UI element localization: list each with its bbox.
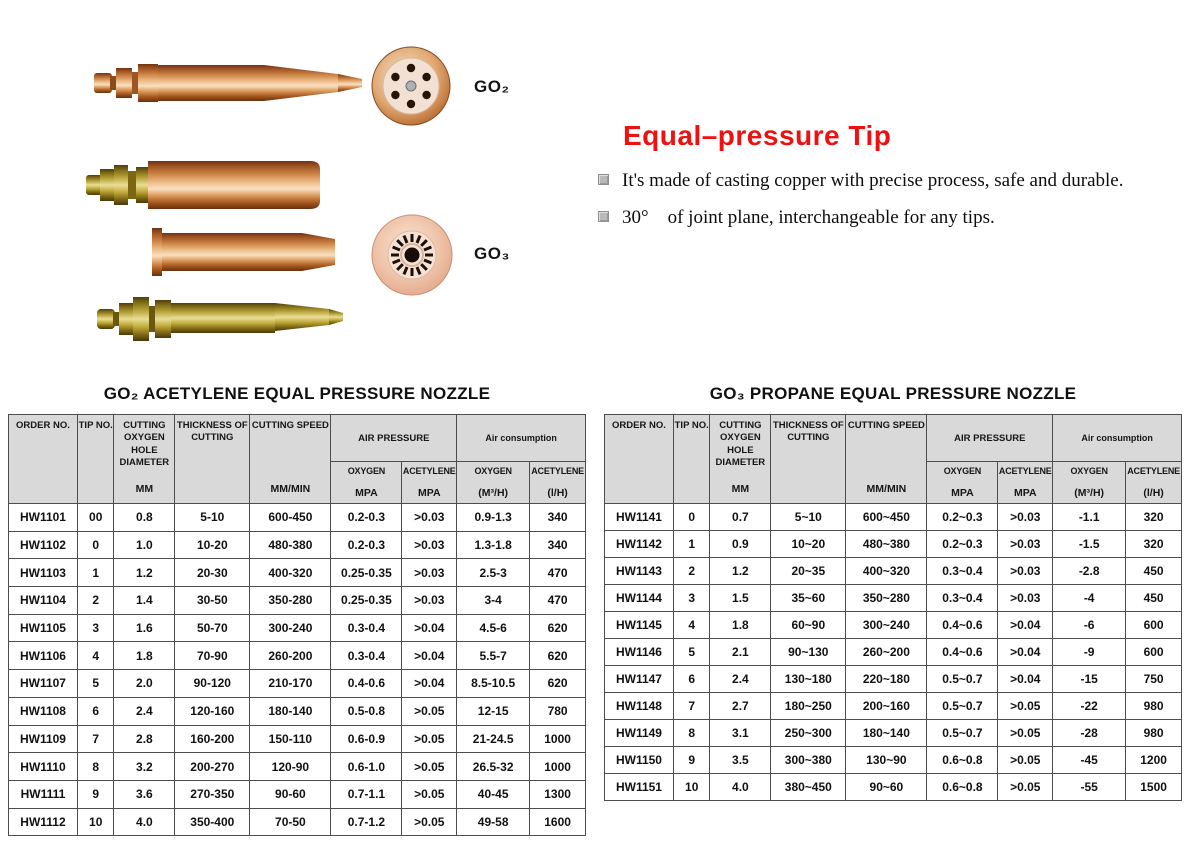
- table-cell: 480-380: [250, 531, 331, 559]
- table-cell: -6: [1053, 612, 1126, 639]
- table-cell: 180~250: [771, 693, 846, 720]
- table-cell: 3: [673, 585, 710, 612]
- table-cell: 1: [673, 531, 710, 558]
- table-cell: HW1149: [605, 720, 674, 747]
- table-row: [605, 531, 1182, 558]
- table-cell: HW1106: [9, 642, 78, 670]
- table-cell: 5.5-7: [457, 642, 530, 670]
- table-cell: 4.5-6: [457, 614, 530, 642]
- table-row: [605, 774, 1182, 801]
- table-cell: -4: [1053, 585, 1126, 612]
- table-cell: HW1107: [9, 670, 78, 698]
- table-cell: >0.05: [402, 697, 457, 725]
- table-cell: HW1102: [9, 531, 78, 559]
- col-tip-no: TIP NO.: [77, 415, 114, 504]
- table-cell: HW1151: [605, 774, 674, 801]
- table-cell: 600~450: [846, 504, 927, 531]
- table-cell: 1500: [1126, 774, 1182, 801]
- table-cell: HW1108: [9, 697, 78, 725]
- go3-face-image: [371, 214, 453, 296]
- table-cell: 320: [1126, 504, 1182, 531]
- table-cell: 180-140: [250, 697, 331, 725]
- table-cell: 2: [673, 558, 710, 585]
- table-cell: 250~300: [771, 720, 846, 747]
- table-cell: >0.05: [998, 693, 1053, 720]
- table-cell: 1600: [530, 808, 586, 836]
- table-cell: 0.2-0.3: [331, 504, 402, 532]
- table-cell: 4: [77, 642, 114, 670]
- table-cell: >0.04: [998, 612, 1053, 639]
- table-cell: 0.5-0.8: [331, 697, 402, 725]
- table-cell: >0.03: [402, 504, 457, 532]
- col-order-no: ORDER NO.: [9, 415, 78, 504]
- go2-face-image: [371, 45, 451, 127]
- table-row: [605, 504, 1182, 531]
- table-cell: 35~60: [771, 585, 846, 612]
- table-cell: 26.5-32: [457, 753, 530, 781]
- table-cell: 0.6~0.8: [927, 747, 998, 774]
- table-cell: 4.0: [710, 774, 771, 801]
- table-cell: 0: [77, 531, 114, 559]
- table-cell: HW1146: [605, 639, 674, 666]
- table-cell: 4: [673, 612, 710, 639]
- table-cell: 620: [530, 642, 586, 670]
- table-cell: 60~90: [771, 612, 846, 639]
- table-cell: 49-58: [457, 808, 530, 836]
- table-cell: -15: [1053, 666, 1126, 693]
- table-cell: HW1103: [9, 559, 78, 587]
- col-air-pressure: AIR PRESSURE: [927, 415, 1053, 462]
- table-cell: 30-50: [175, 587, 250, 615]
- col-air-consumption: Air consumption: [1053, 415, 1182, 462]
- table-row: [605, 720, 1182, 747]
- table-cell: 0.6-0.9: [331, 725, 402, 753]
- table-cell: HW1142: [605, 531, 674, 558]
- table-cell: 0.25-0.35: [331, 587, 402, 615]
- table-cell: 3.5: [710, 747, 771, 774]
- table-cell: 2.0: [114, 670, 175, 698]
- table-cell: 2: [77, 587, 114, 615]
- table-row: [9, 753, 586, 781]
- table-row: [9, 614, 586, 642]
- table-cell: -1.1: [1053, 504, 1126, 531]
- table-cell: >0.04: [998, 639, 1053, 666]
- col-ap-oxygen: OXYGEN MPA: [331, 462, 402, 504]
- table-row: [9, 808, 586, 836]
- table-cell: 50-70: [175, 614, 250, 642]
- table-cell: 340: [530, 531, 586, 559]
- col-ac-oxygen: OXYGEN (M³/H): [1053, 462, 1126, 504]
- table-cell: >0.05: [402, 725, 457, 753]
- go3-table-title: GO₃ PROPANE EQUAL PRESSURE NOZZLE: [709, 384, 1077, 403]
- table-cell: 2.5-3: [457, 559, 530, 587]
- go2-spec-table: [8, 414, 586, 836]
- table-cell: 0.5~0.7: [927, 666, 998, 693]
- table-cell: HW1148: [605, 693, 674, 720]
- table-cell: -55: [1053, 774, 1126, 801]
- table-cell: 0.9: [710, 531, 771, 558]
- col-order-no: ORDER NO.: [605, 415, 674, 504]
- table-cell: 450: [1126, 585, 1182, 612]
- go3-spec-table-block: [604, 382, 1182, 801]
- table-cell: 6: [77, 697, 114, 725]
- table-cell: 10-20: [175, 531, 250, 559]
- table-cell: 1.8: [710, 612, 771, 639]
- table-row: [9, 642, 586, 670]
- table-cell: 260-200: [250, 642, 331, 670]
- table-cell: HW1144: [605, 585, 674, 612]
- table-cell: >0.03: [402, 531, 457, 559]
- table-cell: 150-110: [250, 725, 331, 753]
- table-cell: 0.5~0.7: [927, 720, 998, 747]
- table-row: [9, 504, 586, 532]
- table-cell: 210-170: [250, 670, 331, 698]
- table-cell: 620: [530, 614, 586, 642]
- table-cell: HW1109: [9, 725, 78, 753]
- go3-table-body: [605, 504, 1182, 801]
- table-cell: 0.5~0.7: [927, 693, 998, 720]
- table-cell: 350-280: [250, 587, 331, 615]
- table-cell: 980: [1126, 693, 1182, 720]
- square-bullet-icon: [598, 174, 609, 185]
- table-cell: 6: [673, 666, 710, 693]
- table-cell: 0.3~0.4: [927, 558, 998, 585]
- copper-sleeve-image: [152, 226, 335, 278]
- go2-label: GO₂: [474, 77, 510, 96]
- feature-text: It's made of casting copper with precise process, safe and durable.: [622, 170, 1124, 191]
- table-cell: >0.05: [998, 720, 1053, 747]
- table-cell: 1000: [530, 725, 586, 753]
- table-cell: 400-320: [250, 559, 331, 587]
- table-cell: 3.1: [710, 720, 771, 747]
- table-cell: HW1147: [605, 666, 674, 693]
- table-cell: 300-240: [250, 614, 331, 642]
- feature-bullet: [598, 205, 1188, 231]
- table-row: [9, 780, 586, 808]
- table-cell: 0.7: [710, 504, 771, 531]
- table-cell: >0.05: [402, 753, 457, 781]
- col-ac-acetylene: ACETYLENE (l/H): [1126, 462, 1182, 504]
- table-cell: 1200: [1126, 747, 1182, 774]
- table-cell: 270-350: [175, 780, 250, 808]
- table-cell: 470: [530, 559, 586, 587]
- table-header: [605, 415, 1182, 504]
- table-cell: 70-90: [175, 642, 250, 670]
- table-row: [9, 587, 586, 615]
- product-blurb: [598, 120, 1188, 241]
- table-cell: 0.3-0.4: [331, 642, 402, 670]
- table-cell: >0.04: [402, 642, 457, 670]
- table-cell: 0.6-1.0: [331, 753, 402, 781]
- go3-tip-side-image: [97, 288, 345, 346]
- table-cell: HW1150: [605, 747, 674, 774]
- table-cell: 120-90: [250, 753, 331, 781]
- table-cell: HW1145: [605, 612, 674, 639]
- table-cell: 1.2: [114, 559, 175, 587]
- table-cell: HW1105: [9, 614, 78, 642]
- table-cell: 200~160: [846, 693, 927, 720]
- table-cell: 0.7-1.1: [331, 780, 402, 808]
- table-cell: 300~240: [846, 612, 927, 639]
- table-cell: -45: [1053, 747, 1126, 774]
- table-cell: >0.03: [998, 585, 1053, 612]
- table-cell: >0.03: [998, 504, 1053, 531]
- table-cell: 780: [530, 697, 586, 725]
- table-cell: 0.2~0.3: [927, 531, 998, 558]
- table-cell: 40-45: [457, 780, 530, 808]
- table-cell: 450: [1126, 558, 1182, 585]
- col-ap-oxygen: OXYGEN MPA: [927, 462, 998, 504]
- table-cell: 380~450: [771, 774, 846, 801]
- table-cell: 260~200: [846, 639, 927, 666]
- table-cell: 0.6~0.8: [927, 774, 998, 801]
- table-cell: 3.2: [114, 753, 175, 781]
- table-row: [9, 559, 586, 587]
- table-cell: 0.3-0.4: [331, 614, 402, 642]
- table-cell: 1.5: [710, 585, 771, 612]
- table-cell: 0.4~0.6: [927, 612, 998, 639]
- table-cell: 20-30: [175, 559, 250, 587]
- table-cell: 1.3-1.8: [457, 531, 530, 559]
- table-cell: 90-120: [175, 670, 250, 698]
- table-cell: 4.0: [114, 808, 175, 836]
- table-cell: -22: [1053, 693, 1126, 720]
- table-cell: 90~60: [846, 774, 927, 801]
- table-row: [9, 670, 586, 698]
- table-row: [605, 639, 1182, 666]
- table-row: [9, 531, 586, 559]
- col-ap-acetylene: ACETYLENE MPA: [402, 462, 457, 504]
- table-cell: 90-60: [250, 780, 331, 808]
- table-row: [9, 725, 586, 753]
- table-cell: 2.7: [710, 693, 771, 720]
- table-cell: >0.03: [998, 558, 1053, 585]
- table-cell: 350~280: [846, 585, 927, 612]
- table-cell: >0.04: [402, 670, 457, 698]
- table-cell: 0.8: [114, 504, 175, 532]
- table-cell: 120-160: [175, 697, 250, 725]
- col-thickness: THICKNESS OF CUTTING: [771, 415, 846, 504]
- go2-spec-table-block: [8, 382, 586, 836]
- feature-text: 30° of joint plane, interchangeable for any tips.: [622, 206, 995, 228]
- table-cell: >0.03: [402, 559, 457, 587]
- table-cell: 600-450: [250, 504, 331, 532]
- go3-label: GO₃: [474, 244, 510, 263]
- table-cell: HW1110: [9, 753, 78, 781]
- table-cell: 5: [77, 670, 114, 698]
- table-cell: 90~130: [771, 639, 846, 666]
- table-cell: HW1112: [9, 808, 78, 836]
- table-cell: 5-10: [175, 504, 250, 532]
- table-cell: 0.2~0.3: [927, 504, 998, 531]
- table-cell: 340: [530, 504, 586, 532]
- col-air-pressure: AIR PRESSURE: [331, 415, 457, 462]
- col-speed: CUTTING SPEED MM/MIN: [250, 415, 331, 504]
- table-cell: 0: [673, 504, 710, 531]
- table-cell: 0.3~0.4: [927, 585, 998, 612]
- table-cell: 1300: [530, 780, 586, 808]
- col-air-consumption: Air consumption: [457, 415, 586, 462]
- table-cell: 620: [530, 670, 586, 698]
- table-cell: 0.9-1.3: [457, 504, 530, 532]
- table-header: [9, 415, 586, 504]
- table-cell: 130~90: [846, 747, 927, 774]
- table-cell: HW1143: [605, 558, 674, 585]
- table-cell: 320: [1126, 531, 1182, 558]
- table-row: [605, 747, 1182, 774]
- table-cell: 12-15: [457, 697, 530, 725]
- square-bullet-icon: [598, 211, 609, 222]
- table-cell: >0.04: [402, 614, 457, 642]
- copper-tip-image: [86, 158, 336, 212]
- page-title: Equal–pressure Tip: [623, 120, 892, 151]
- table-cell: 180~140: [846, 720, 927, 747]
- table-row: [605, 666, 1182, 693]
- table-cell: 480~380: [846, 531, 927, 558]
- table-cell: 0.4-0.6: [331, 670, 402, 698]
- col-ac-acetylene: ACETYLENE (l/H): [530, 462, 586, 504]
- table-cell: 1000: [530, 753, 586, 781]
- col-oxygen-hole: CUTTING OXYGEN HOLE DIAMETER MM: [114, 415, 175, 504]
- table-cell: 8: [77, 753, 114, 781]
- table-cell: 5~10: [771, 504, 846, 531]
- feature-bullet: [598, 168, 1188, 194]
- table-cell: 8.5-10.5: [457, 670, 530, 698]
- table-cell: 2.4: [114, 697, 175, 725]
- table-cell: 1.0: [114, 531, 175, 559]
- table-cell: 0.25-0.35: [331, 559, 402, 587]
- table-cell: 21-24.5: [457, 725, 530, 753]
- table-cell: 3: [77, 614, 114, 642]
- table-cell: 2.4: [710, 666, 771, 693]
- go2-table-title: GO₂ ACETYLENE EQUAL PRESSURE NOZZLE: [103, 384, 491, 403]
- table-cell: 2.1: [710, 639, 771, 666]
- table-row: [605, 693, 1182, 720]
- table-cell: >0.05: [402, 780, 457, 808]
- table-cell: 8: [673, 720, 710, 747]
- col-thickness: THICKNESS OF CUTTING: [175, 415, 250, 504]
- table-cell: 0.7-1.2: [331, 808, 402, 836]
- table-cell: 600: [1126, 612, 1182, 639]
- table-cell: 600: [1126, 639, 1182, 666]
- table-cell: 980: [1126, 720, 1182, 747]
- col-oxygen-hole: CUTTING OXYGEN HOLE DIAMETER MM: [710, 415, 771, 504]
- table-cell: HW1111: [9, 780, 78, 808]
- go2-table-body: [9, 504, 586, 836]
- table-cell: >0.05: [998, 747, 1053, 774]
- table-cell: 5: [673, 639, 710, 666]
- table-cell: HW1101: [9, 504, 78, 532]
- table-cell: 350-400: [175, 808, 250, 836]
- go2-tip-side-image: [94, 56, 374, 110]
- table-cell: >0.05: [402, 808, 457, 836]
- table-cell: 0.2-0.3: [331, 531, 402, 559]
- table-cell: 1.8: [114, 642, 175, 670]
- table-cell: 750: [1126, 666, 1182, 693]
- table-cell: >0.03: [998, 531, 1053, 558]
- table-row: [605, 612, 1182, 639]
- table-cell: 3.6: [114, 780, 175, 808]
- table-cell: 10: [77, 808, 114, 836]
- table-cell: 1.4: [114, 587, 175, 615]
- table-cell: 300~380: [771, 747, 846, 774]
- col-ac-oxygen: OXYGEN (M³/H): [457, 462, 530, 504]
- table-cell: 10~20: [771, 531, 846, 558]
- table-cell: 220~180: [846, 666, 927, 693]
- table-cell: >0.04: [998, 666, 1053, 693]
- table-row: [605, 585, 1182, 612]
- table-cell: 470: [530, 587, 586, 615]
- table-cell: 2.8: [114, 725, 175, 753]
- col-speed: CUTTING SPEED MM/MIN: [846, 415, 927, 504]
- table-cell: >0.05: [998, 774, 1053, 801]
- table-cell: -28: [1053, 720, 1126, 747]
- table-cell: -1.5: [1053, 531, 1126, 558]
- table-cell: 0.4~0.6: [927, 639, 998, 666]
- col-ap-acetylene: ACETYLENE MPA: [998, 462, 1053, 504]
- table-cell: HW1141: [605, 504, 674, 531]
- hero-section: [0, 0, 1200, 378]
- table-row: [9, 697, 586, 725]
- table-cell: 9: [673, 747, 710, 774]
- table-cell: 10: [673, 774, 710, 801]
- table-cell: -9: [1053, 639, 1126, 666]
- table-cell: -2.8: [1053, 558, 1126, 585]
- table-cell: HW1104: [9, 587, 78, 615]
- table-row: [605, 558, 1182, 585]
- table-cell: 20~35: [771, 558, 846, 585]
- table-cell: 00: [77, 504, 114, 532]
- table-cell: 9: [77, 780, 114, 808]
- table-cell: 130~180: [771, 666, 846, 693]
- table-cell: 200-270: [175, 753, 250, 781]
- table-cell: 1: [77, 559, 114, 587]
- table-cell: 160-200: [175, 725, 250, 753]
- table-cell: 1.6: [114, 614, 175, 642]
- table-cell: 70-50: [250, 808, 331, 836]
- table-cell: 7: [77, 725, 114, 753]
- table-cell: 7: [673, 693, 710, 720]
- col-tip-no: TIP NO.: [673, 415, 710, 504]
- table-cell: 3-4: [457, 587, 530, 615]
- table-cell: >0.03: [402, 587, 457, 615]
- go3-spec-table: [604, 414, 1182, 801]
- table-cell: 400~320: [846, 558, 927, 585]
- table-cell: 1.2: [710, 558, 771, 585]
